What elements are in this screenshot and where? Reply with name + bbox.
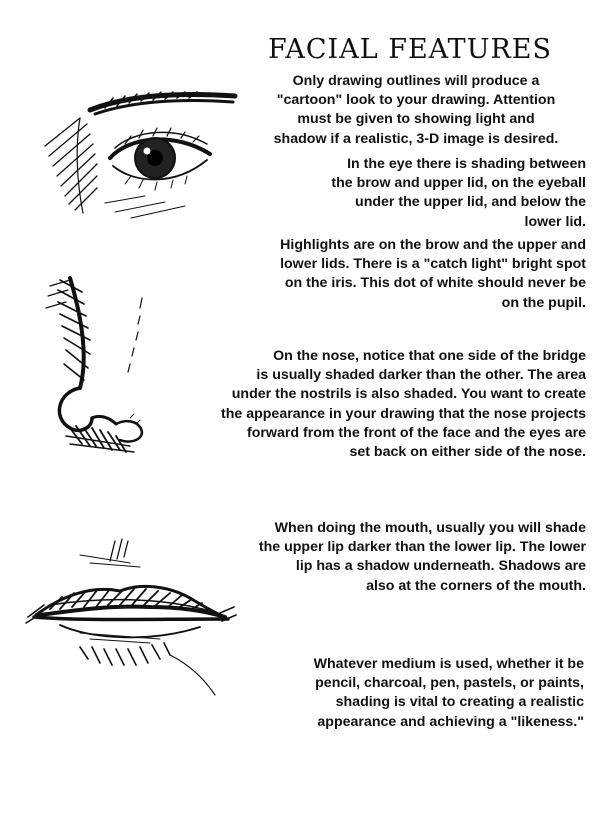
- conclusion-paragraph: Whatever medium is used, whether it be pencil, charcoal, pen, pastels, or paints, shading is vital to creating a realistic appearance and achieving a "likeness.": [313, 656, 584, 730]
- intro-paragraph: Only drawing outlines will produce a "cartoon" look to your drawing. Attention must be given to showing light and shadow if a realistic, 3-D image is desired.: [273, 73, 559, 147]
- highlights-paragraph: Highlights are on the brow and the upper and lower lids. There is a "catch light" bright spot on the iris. This dot of white should never be on the pupil.: [280, 237, 586, 311]
- mouth-sketch: [20, 535, 240, 700]
- nose-paragraph: On the nose, notice that one side of the bridge is usually shaded darker than the other. The area under the nostrils is also shaded. You want to create the appearance in your drawing that the nose projects forward from the front of the face and the eyes are set back on either side of the nose.: [220, 348, 586, 461]
- page-title: FACIAL FEATURES: [268, 34, 552, 65]
- mouth-paragraph: When doing the mouth, usually you will shade the upper lip darker than the lower lip. The lower lip has a shadow underneath. Shadows are also at the corners of the mouth.: [258, 520, 586, 594]
- eye-sketch: [35, 88, 245, 223]
- eye-shading-paragraph: In the eye there is shading between the brow and upper lid, on the eyeball under the upper lid, and below the lower lid.: [331, 156, 586, 230]
- nose-sketch: [30, 268, 170, 478]
